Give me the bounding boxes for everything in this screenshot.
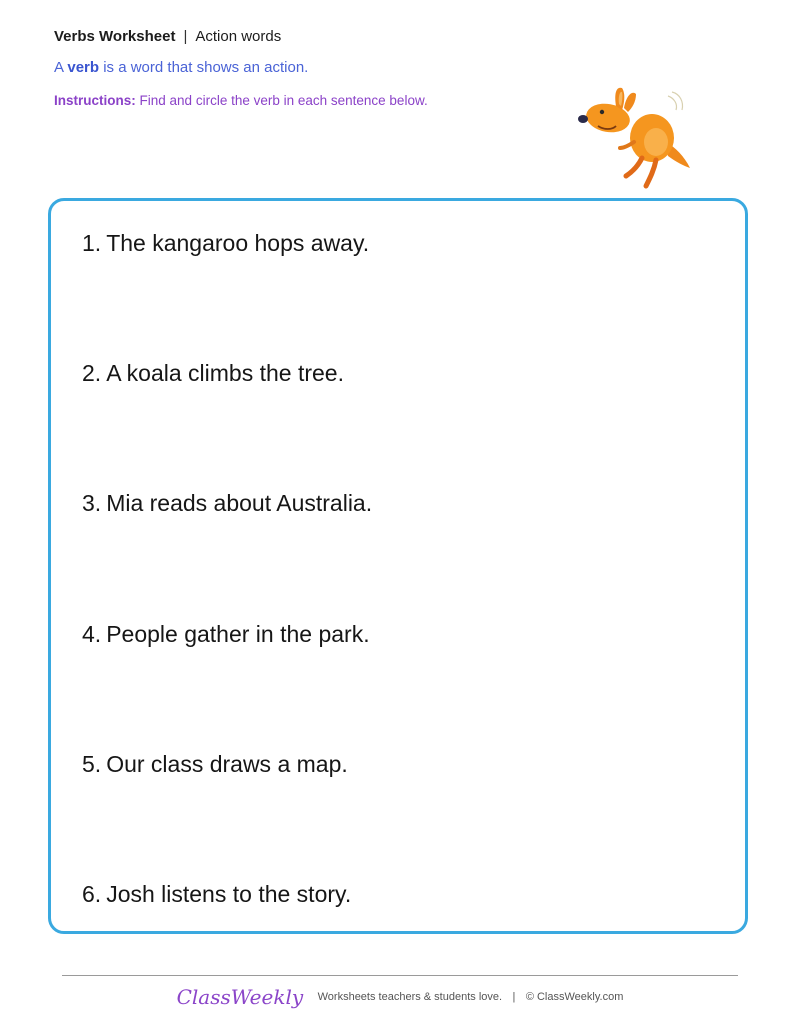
title-row	[54, 28, 574, 46]
title-separator: |	[183, 28, 188, 45]
footer-divider: |	[512, 991, 516, 1003]
sentence-number: 2.	[82, 360, 102, 386]
worksheet-subtitle: Action words	[195, 28, 282, 45]
instructions-text: Find and circle the verb in each sentence below.	[139, 93, 428, 108]
brand-logo[interactable]: ClassWeekly	[176, 985, 304, 1009]
verb-definition	[54, 59, 574, 77]
worksheet-title: Verbs Worksheet	[54, 28, 176, 45]
sentence-text: The kangaroo hops away.	[106, 230, 370, 256]
sentence-2[interactable]	[82, 359, 344, 387]
footer	[0, 985, 800, 1009]
sentence-3[interactable]	[82, 489, 372, 517]
sentence-number: 4.	[82, 621, 102, 647]
footer-copyright: © ClassWeekly.com	[525, 991, 624, 1003]
sentence-number: 5.	[82, 751, 102, 777]
instructions	[54, 93, 574, 109]
sentence-4[interactable]	[82, 620, 370, 648]
sentences-box	[48, 198, 748, 934]
sentence-text: A koala climbs the tree.	[106, 360, 344, 386]
sentence-text: Mia reads about Australia.	[106, 490, 373, 516]
definition-suffix: is a word that shows an action.	[103, 59, 309, 76]
sentence-1[interactable]	[82, 229, 369, 257]
sentence-5[interactable]	[82, 750, 348, 778]
sentence-number: 6.	[82, 881, 102, 907]
sentence-text: Our class draws a map.	[106, 751, 348, 777]
kangaroo-illustration	[572, 82, 700, 192]
definition-prefix: A	[54, 59, 64, 76]
instructions-label: Instructions:	[54, 93, 136, 108]
footer-tagline: Worksheets teachers & students love.	[317, 991, 503, 1003]
definition-keyword: verb	[67, 59, 100, 76]
sentence-6[interactable]	[82, 880, 351, 908]
worksheet-header	[54, 28, 574, 109]
sentence-text: People gather in the park.	[106, 621, 370, 647]
footer-divider-line	[62, 975, 738, 976]
sentence-number: 1.	[82, 230, 102, 256]
kangaroo-icon	[572, 82, 700, 192]
sentence-number: 3.	[82, 490, 102, 516]
sentence-text: Josh listens to the story.	[106, 881, 352, 907]
